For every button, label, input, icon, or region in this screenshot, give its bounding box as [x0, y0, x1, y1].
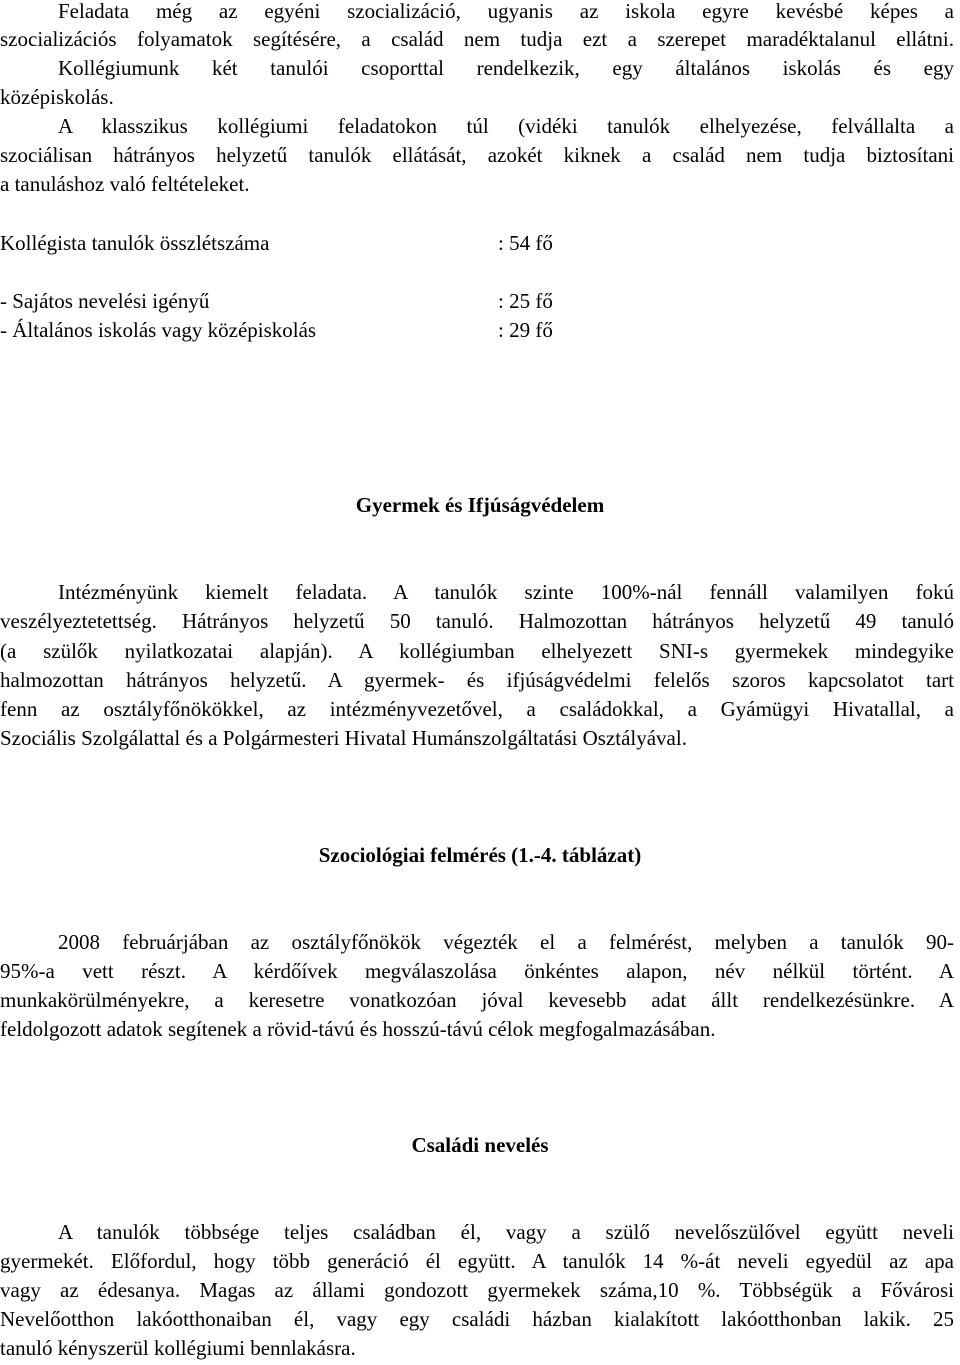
text-line: szociálisan hátrányos helyzetű tanulók ellátását, azokét kiknek a család nem tudja biztosítani: [0, 143, 954, 167]
stat-label-school-type: - Általános iskolás vagy középiskolás: [0, 318, 317, 342]
text-line: 95%-a vett részt. A kérdőívek megválaszolása önkéntes alapon, név nélkül történt. A: [0, 959, 954, 983]
stat-value-school-type: : 29 fő: [498, 318, 553, 342]
text-line: munkakörülményekre, a keresetre vonatkozóan jóval kevesebb adat állt rendelkezésünkre. A: [0, 988, 954, 1012]
text-line: tanuló kényszerül kollégiumi bennlakásra.: [0, 1336, 356, 1360]
stat-value-special-needs: : 25 fő: [498, 289, 553, 313]
text-line: veszélyeztetettség. Hátrányos helyzetű 50 tanuló. Halmozottan hátrányos helyzetű 49 tanuló: [0, 609, 954, 633]
text-line: gyermekét. Előfordul, hogy több generáció él együtt. A tanulók 14 %-át neveli egyedül az apa: [0, 1249, 954, 1273]
stat-value-total: : 54 fő: [498, 231, 553, 255]
text-line: (a szülők nyilatkozatai alapján). A kollégiumban elhelyezett SNI-s gyermekek mindegyike: [0, 639, 954, 663]
text-line: Intézményünk kiemelt feladata. A tanulók szinte 100%-nál fennáll valamilyen fokú: [58, 580, 954, 604]
text-line: Szociális Szolgálattal és a Polgármesteri Hivatal Humánszolgáltatási Osztályával.: [0, 726, 687, 750]
stat-label-special-needs: - Sajátos nevelési igényű: [0, 289, 210, 313]
text-line: középiskolás.: [0, 85, 114, 109]
text-line: Feladata még az egyéni szocializáció, ugyanis az iskola egyre kevésbé képes a: [58, 0, 954, 23]
text-line: fenn az osztályfőnökökkel, az intézményvezetővel, a családokkal, a Gyámügyi Hivatallal, a: [0, 697, 954, 721]
text-line: Kollégiumunk két tanulói csoporttal rendelkezik, egy általános iskolás és egy: [58, 56, 954, 80]
text-line: 2008 februárjában az osztályfőnökök végezték el a felmérést, melyben a tanulók 90-: [58, 930, 954, 954]
text-line: halmozottan hátrányos helyzetű. A gyermek- és ifjúságvédelmi felelős szoros kapcsolatot tart: [0, 668, 954, 692]
text-line: A klasszikus kollégiumi feladatokon túl (vidéki tanulók elhelyezése, felvállalta a: [58, 114, 954, 138]
section-title-family-upbringing: Családi nevelés: [411, 1133, 549, 1157]
text-line: feldolgozott adatok segítenek a rövid-távú és hosszú-távú célok megfogalmazásában.: [0, 1017, 716, 1041]
text-line: a tanuláshoz való feltételeket.: [0, 172, 250, 196]
text-line: Nevelőotthon lakóotthonaiban él, vagy egy családi házban kialakított lakóotthonban lakik. 25: [0, 1307, 954, 1331]
section-title-sociological-survey: Szociológiai felmérés (1.-4. táblázat): [318, 843, 642, 867]
text-line: vagy az édesanya. Magas az állami gondozott gyermekek száma,10 %. Többségük a Fővárosi: [0, 1278, 954, 1302]
text-line: szocializációs folyamatok segítésére, a család nem tudja ezt a szerepet maradéktalanul ellátni.: [0, 27, 954, 51]
stat-label-total: Kollégista tanulók összlétszáma: [0, 231, 270, 255]
text-line: A tanulók többsége teljes családban él, vagy a szülő nevelőszülővel együtt neveli: [58, 1220, 954, 1244]
section-title-youth-protection: Gyermek és Ifjúságvédelem: [355, 493, 605, 517]
